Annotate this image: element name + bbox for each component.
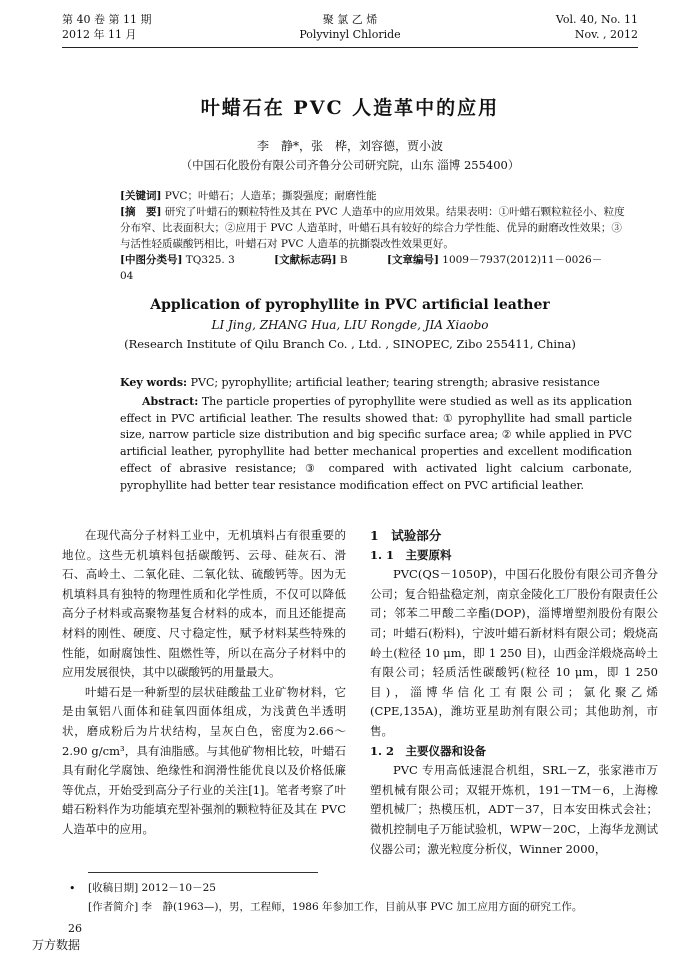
clc-field — [120, 254, 253, 266]
header-volume-cn: 第 40 卷 第 11 期 — [62, 13, 152, 26]
subsection-heading-materials: 1. 1 主要原料 — [370, 547, 452, 562]
footnote-author: [作者简介] 李 静(1963—)，男，工程师，1986 年参加工作，目前从事 PVC 加工应用方面的研究工作。 — [88, 901, 583, 913]
keywords-cn — [120, 188, 632, 204]
abstract-cn-text: 研究了叶蜡石的颗粒特性及其在 PVC 人造革中的应用效果。结果表明：①叶蜡石颗粒粒径小、粒度分布窄、比表面积大；②应用于 PVC 人造革时，叶蜡石具有较好的综合力学性能、优异的耐磨改性效果；③与活性轻质碳酸钙相比，叶蜡石对 PVC 人造革的抗撕裂改性效果更好。 — [120, 206, 625, 250]
chinese-abstract-block — [120, 188, 632, 284]
running-header — [62, 12, 638, 50]
header-date-cn: 2012 年 11 月 — [62, 28, 137, 41]
header-right — [556, 12, 638, 42]
footnote-rule — [88, 872, 318, 873]
header-volume-en: Vol. 40, No. 11 — [555, 13, 638, 26]
keywords-en — [120, 375, 632, 392]
header-rule — [62, 47, 638, 48]
abstract-en — [120, 394, 632, 495]
page-number: 26 — [68, 922, 82, 935]
authors-cn: 李 静*，张 桦，刘容德，贾小波 — [256, 139, 443, 153]
abstract-en-text: The particle properties of pyrophyllite were studied as well as its application effect in PVC artificial leather. The results showed that: ① pyrophyllite had small particle size, narrow particle size distribution and big specific surface area; ② while applied in PVC artificial leather, pyrophyllite had better mechanical properties and excellent modification effect of abrasive resistance; ③ compared with activated light calcium carbonate, pyrophyllite had better tear resistance modification effect on PVC artificial leather. — [120, 394, 633, 492]
equipment-paragraph: PVC 专用高低速混合机组，SRL－Z，张家港市万塑机械有限公司；双辊开炼机，191－TM－6，上海橡塑机械厂；热模压机，ADT－37，日本安田株式会社；微机控制电子万能试验机，WPW－20C，上海华龙测试仪器公司；激光粒度分析仪，Winner 2000， — [370, 763, 658, 856]
doc-code-value: B — [339, 254, 348, 266]
doc-code-field — [274, 254, 366, 266]
classification-row — [120, 252, 632, 284]
clc-value: TQ325. 3 — [185, 254, 235, 266]
keywords-cn-label: [关键词] — [120, 190, 162, 202]
body-paragraph: 叶蜡石是一种新型的层状硅酸盐工业矿物材料，它是由氧铝八面体和硅氧四面体组成，为浅黄色半透明状，磨成粉后为片状结构，呈灰白色，密度为2.66～2.90 g/cm³，具有油脂感。与其他矿物相比较，叶蜡石具有耐化学腐蚀、绝缘性和润滑性能优良以及价格低廉等优点，开始受到高分子行业的关注[1]。笔者考察了叶蜡石粉料作为功能填充型补强剂的颗粒特征及其在 PVC 人造革中的应用。 — [62, 684, 346, 836]
doc-code-label: [文献标志码] — [274, 254, 337, 266]
header-date-en: Nov. , 2012 — [574, 28, 638, 41]
header-journal-en: Polyvinyl Chloride — [299, 28, 401, 41]
body-paragraph: 在现代高分子材料工业中，无机填料占有很重要的地位。这些无机填料包括碳酸钙、云母、硅灰石、滑石、高岭土、二氧化硅、二氧化钛、硫酸钙等。因为无机填料具有独特的物理性质和化学性质，不仅可以降低高分子材料或高聚物基复合材料的成本，而且还能提高材料的刚性、硬度、尺寸稳定性，赋予材料某些特殊的性能，如耐腐蚀性、阻燃性等，所以在高分子材料中的应用发展很快，其中以碳酸钙的用量最大。 — [62, 528, 346, 680]
authors-en: LI Jing, ZHANG Hua, LIU Rongde, JIA Xiaobo — [211, 318, 489, 332]
article-title-cn: 叶蜡石在 PVC 人造革中的应用 — [200, 97, 500, 119]
header-center — [62, 12, 638, 42]
affiliation-cn: （中国石化股份有限公司齐鲁分公司研究院，山东 淄博 255400） — [180, 158, 520, 172]
body-right-column — [370, 526, 658, 859]
keywords-en-text: PVC; pyrophyllite; artificial leather; tearing strength; abrasive resistance — [190, 376, 600, 389]
abstract-en-label: Abstract: — [142, 394, 199, 408]
materials-paragraph: PVC(QS－1050P)，中国石化股份有限公司齐鲁分公司；复合铅盐稳定剂，南京金陵化工厂股份有限责任公司；邻苯二甲酸二辛酯(DOP)，淄博增塑剂股份有限公司；叶蜡石(粉料)，宁波叶蜡石新材料有限公司；煅烧高岭土(粒径 10 μm，即 1 250 目)，山西金洋煅烧高岭土有限公司；轻质活性碳酸钙(粒径 10 μm，即 1 250 目)，淄博华信化工有限公司；氯化聚乙烯(CPE,135A)，潍坊亚星助剂有限公司；其他助剂，市售。 — [370, 567, 658, 738]
footnote-bullet-icon: • — [69, 882, 76, 895]
subsection-heading-equipment: 1. 2 主要仪器和设备 — [370, 743, 487, 758]
header-journal-cn: 聚 氯 乙 烯 — [322, 13, 378, 26]
keywords-en-label: Key words: — [120, 376, 188, 389]
article-no-value: 1009－7937(2012)11－0026－04 — [120, 254, 603, 282]
footnote-received: [收稿日期] 2012－10－25 — [88, 882, 216, 894]
article-title-en: Application of pyrophyllite in PVC artificial leather — [150, 297, 550, 313]
watermark: 万方数据 — [32, 938, 81, 952]
affiliation-en: (Research Institute of Qilu Branch Co. , Ltd. , SINOPEC, Zibo 255411, China) — [124, 337, 576, 351]
clc-label: [中图分类号] — [120, 254, 183, 266]
body-left-column — [62, 526, 346, 840]
article-no-label: [文章编号] — [386, 254, 439, 266]
abstract-cn — [120, 204, 632, 252]
section-heading: 1 试验部分 — [370, 528, 442, 543]
keywords-cn-text: PVC；叶蜡石；人造革；撕裂强度；耐磨性能 — [164, 190, 377, 202]
english-abstract-block — [120, 375, 632, 495]
abstract-cn-label: [摘 要] — [120, 206, 162, 218]
